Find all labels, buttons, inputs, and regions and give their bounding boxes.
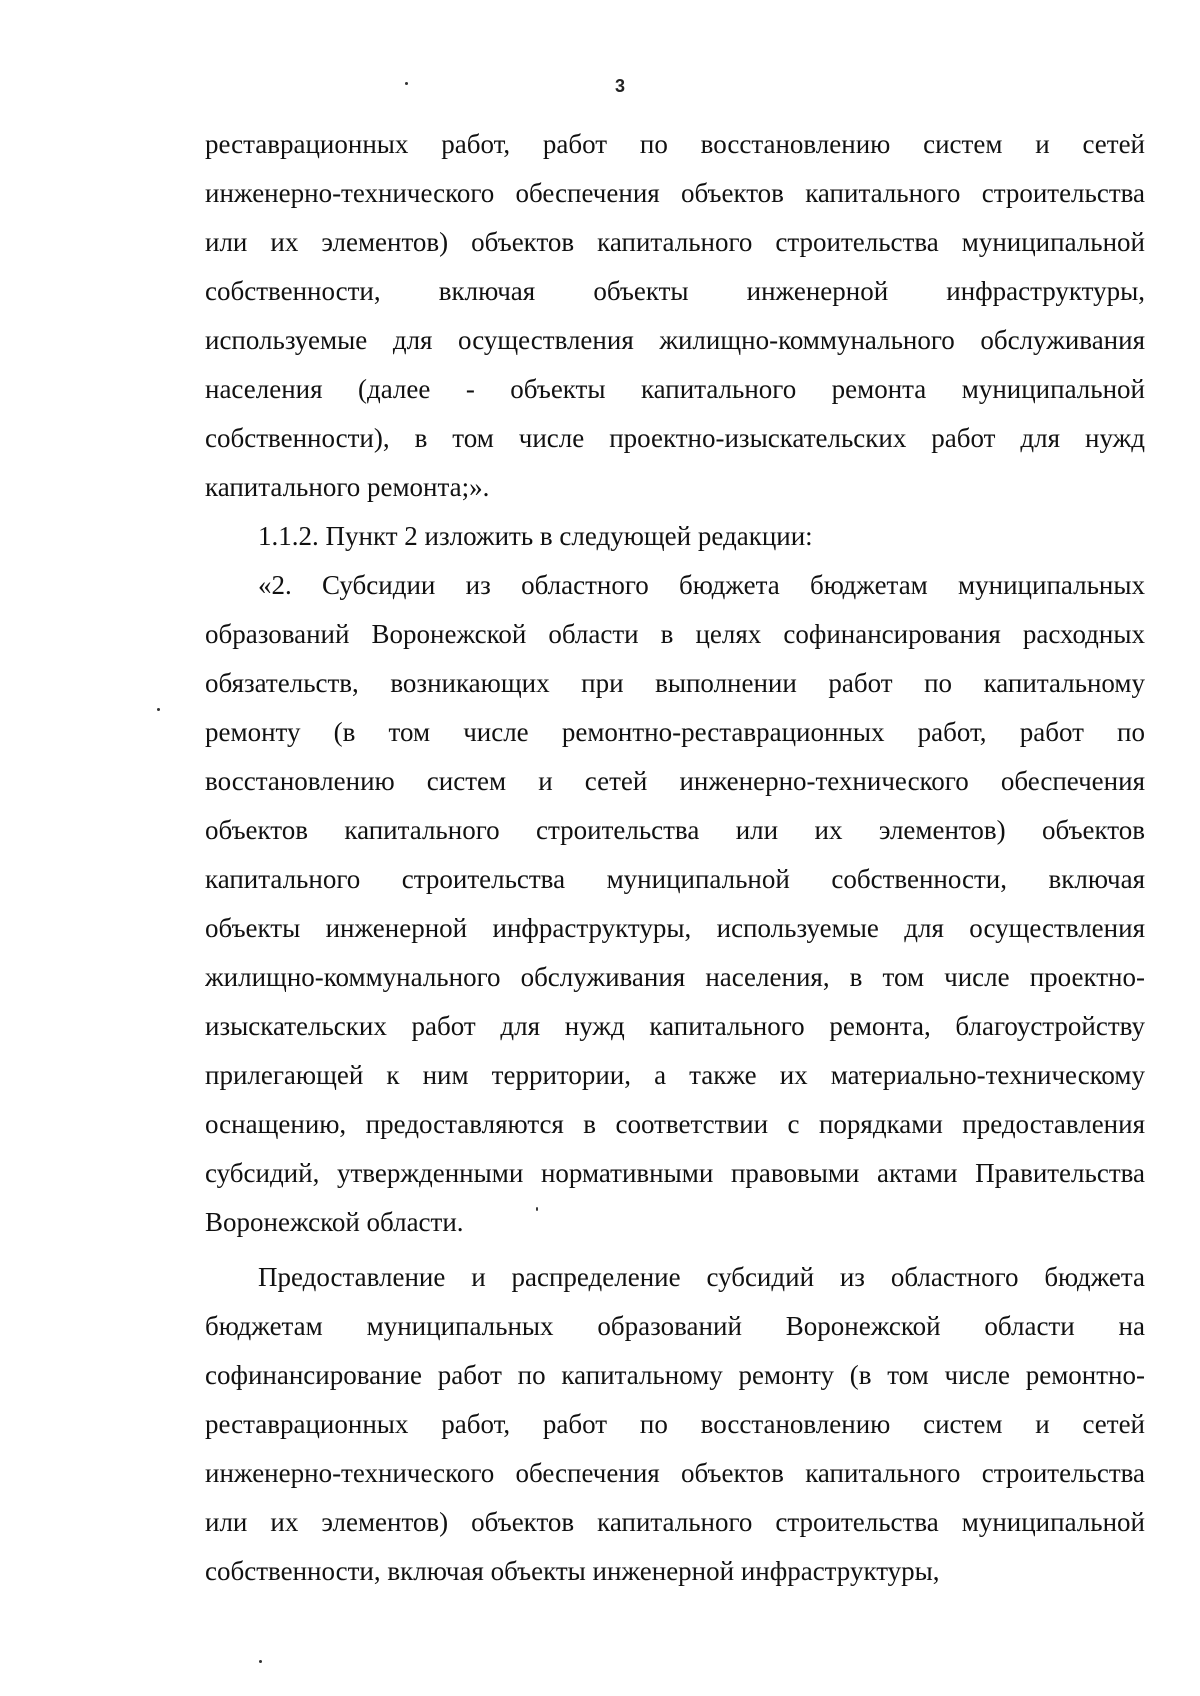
- text-line: обязательств, возникающих при выполнении работ по капитальному: [205, 668, 1145, 698]
- text-line: капитального ремонта;».: [205, 472, 490, 502]
- text-line: собственности), в том числе проектно-изыскательских работ для нужд: [205, 423, 1145, 453]
- text-line: реставрационных работ, работ по восстановлению систем и сетей: [205, 1409, 1145, 1439]
- text-line: прилегающей к ним территории, а также их материально-техническому: [205, 1060, 1145, 1090]
- text-line: изыскательских работ для нужд капитального ремонта, благоустройству: [205, 1011, 1145, 1041]
- text-line: реставрационных работ, работ по восстановлению систем и сетей: [205, 129, 1145, 159]
- text-line: ремонту (в том числе ремонтно-реставрационных работ, работ по: [205, 717, 1145, 747]
- text-line: «2. Субсидии из областного бюджета бюджетам муниципальных: [258, 570, 1145, 600]
- paragraph: [205, 120, 1145, 512]
- text-line: жилищно-коммунального обслуживания населения, в том числе проектно-: [205, 962, 1145, 992]
- text-line: собственности, включая объекты инженерной инфраструктуры,: [205, 1556, 940, 1586]
- page-number: 3: [614, 76, 625, 96]
- text-line: восстановлению систем и сетей инженерно-технического обеспечения: [205, 766, 1145, 796]
- text-line: используемые для осуществления жилищно-коммунального обслуживания: [205, 325, 1145, 355]
- text-line: капитального строительства муниципальной собственности, включая: [205, 864, 1145, 894]
- text-line: образований Воронежской области в целях софинансирования расходных: [205, 619, 1145, 649]
- scan-speck: [157, 708, 160, 711]
- text-line: бюджетам муниципальных образований Воронежской области на: [205, 1311, 1145, 1341]
- text-line: или их элементов) объектов капитального строительства муниципальной: [205, 1507, 1145, 1537]
- text-line: населения (далее - объекты капитального ремонта муниципальной: [205, 374, 1145, 404]
- text-line: оснащению, предоставляются в соответствии с порядками предоставления: [205, 1109, 1145, 1139]
- text-line: собственности, включая объекты инженерной инфраструктуры,: [205, 276, 1145, 306]
- text-line: Воронежской области.: [205, 1207, 464, 1237]
- text-line: инженерно-технического обеспечения объектов капитального строительства: [205, 1458, 1145, 1488]
- paragraph: [205, 1253, 1145, 1596]
- text-line: или их элементов) объектов капитального строительства муниципальной: [205, 227, 1145, 257]
- text-line: объекты инженерной инфраструктуры, используемые для осуществления: [205, 913, 1145, 943]
- text-line: софинансирование работ по капитальному ремонту (в том числе ремонтно-: [205, 1360, 1145, 1390]
- scan-speck: [259, 1660, 262, 1663]
- text-line: Предоставление и распределение субсидий из областного бюджета: [258, 1262, 1145, 1292]
- paragraph: [205, 561, 1145, 1247]
- document-body: [205, 120, 1145, 1596]
- text-line: инженерно-технического обеспечения объектов капитального строительства: [205, 178, 1145, 208]
- scan-speck: [405, 82, 408, 85]
- text-line: 1.1.2. Пункт 2 изложить в следующей редакции:: [258, 521, 813, 551]
- text-line: субсидий, утвержденными нормативными правовыми актами Правительства: [205, 1158, 1145, 1188]
- text-line: объектов капитального строительства или их элементов) объектов: [205, 815, 1145, 845]
- paragraph: [205, 512, 1145, 561]
